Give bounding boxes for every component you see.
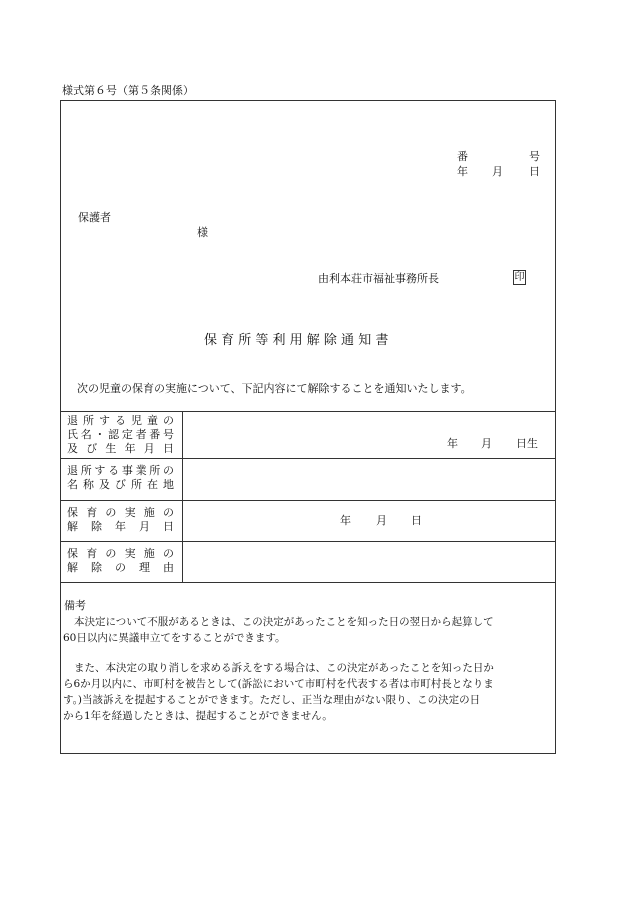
table-column-divider xyxy=(182,411,183,582)
issuer-name: 由利本荘市福祉事務所長 xyxy=(318,272,439,285)
issue-day-label: 日 xyxy=(529,165,540,178)
label-line: 及び生年月日 xyxy=(67,442,174,455)
table-row-divider xyxy=(60,541,556,542)
label-facility xyxy=(67,464,174,492)
cancel-year-label: 年 xyxy=(340,514,351,527)
issue-month-label: 月 xyxy=(492,165,503,178)
number-label: 番 xyxy=(457,150,468,163)
label-line: 退所する事業所の xyxy=(67,464,174,477)
birth-day-label: 日生 xyxy=(516,437,538,450)
table-row-divider xyxy=(60,500,556,501)
table-row-divider xyxy=(60,458,556,459)
notes-heading: 備考 xyxy=(64,599,86,612)
table-top-rule xyxy=(60,411,556,412)
table-bottom-rule xyxy=(60,582,556,583)
notes-line: 60日以内に異議申立てをすることができます。 xyxy=(63,632,286,644)
notes-line: また、本決定の取り消しを求める訴えをする場合は、この決定があったことを知った日か xyxy=(74,662,494,674)
label-cancel-reason xyxy=(67,547,174,575)
label-line: 名称及び所在地 xyxy=(67,478,174,491)
birth-year-label: 年 xyxy=(447,437,458,450)
guardian-label: 保護者 xyxy=(78,211,111,224)
label-line: 解除年月日 xyxy=(67,520,174,533)
label-cancel-date xyxy=(67,506,174,534)
notes-line: から1年を経過したときは、提起することができません。 xyxy=(63,710,333,722)
honorific-sama: 様 xyxy=(197,226,208,239)
birth-month-label: 月 xyxy=(481,437,492,450)
number-suffix: 号 xyxy=(529,150,540,163)
label-line: 解除の理由 xyxy=(67,561,174,574)
notes-line: ら6か月以内に、市町村を被告として(訴訟において市町村を代表する者は市町村長となりま xyxy=(63,678,494,690)
notes-line: す。)当該訴えを提起することができます。ただし、正当な理由がない限り、この決定の日 xyxy=(63,694,481,706)
label-line: 保育の実施の xyxy=(67,506,174,519)
seal-mark: 印 xyxy=(514,272,525,283)
label-line: 保育の実施の xyxy=(67,547,174,560)
notes-line: 本決定について不服があるときは、この決定があったことを知った日の翌日から起算して xyxy=(74,616,494,628)
label-line: 氏名・認定者番号 xyxy=(67,428,174,441)
document-title: 保 育 所 等 利 用 解 除 通 知 書 xyxy=(204,333,389,348)
issue-year-label: 年 xyxy=(457,165,468,178)
cancel-month-label: 月 xyxy=(376,514,387,527)
intro-sentence: 次の児童の保育の実施について、下記内容にて解除することを通知いたします。 xyxy=(77,382,472,395)
cancel-day-label: 日 xyxy=(411,514,422,527)
label-line: 退所する児童の xyxy=(67,414,174,427)
form-caption: 様式第６号（第５条関係） xyxy=(62,84,194,97)
label-child-name xyxy=(67,414,174,456)
